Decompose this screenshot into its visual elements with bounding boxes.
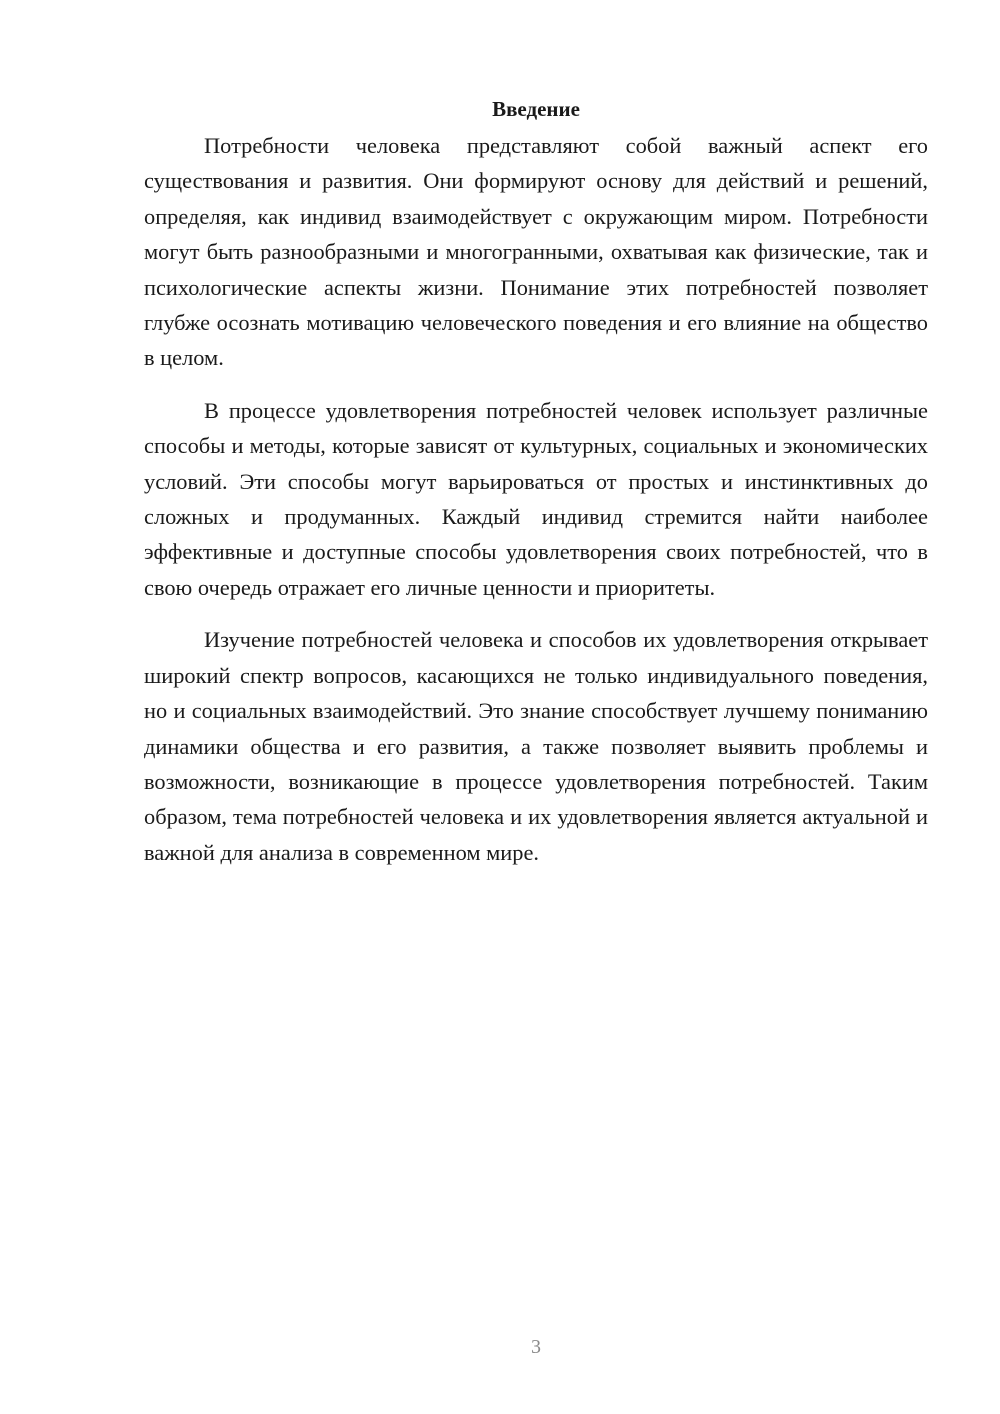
paragraph-3: Изучение потребностей человека и способов их удовлетворения открывает широкий спектр вопросов, касающихся не только индивидуального поведения, но и социальных взаимодействий. Это знание способствует лучшему пониманию динамики общества и его развития, а также позволяет выявить проблемы и возможности, возникающие в процессе удовлетворения потребностей. Таким образом, тема потребностей человека и их удовлетворения является актуальной и важной для анализа в современном мире. xyxy=(144,627,928,865)
paragraph-1: Потребности человека представляют собой важный аспект его существования и развития. Они формируют основу для действий и решений, определяя, как индивид взаимодействует с окружающим миром. Потребности могут быть разнообразными и многогранными, охватывая как физические, так и психологические аспекты жизни. Понимание этих потребностей позволяет глубже осознать мотивацию человеческого поведения и его влияние на общество в целом. xyxy=(144,133,928,371)
page-number: 3 xyxy=(531,1336,541,1358)
page-content xyxy=(144,92,928,887)
paragraph-2: В процессе удовлетворения потребностей человек использует различные способы и методы, которые зависят от культурных, социальных и экономических условий. Эти способы могут варьироваться от простых и инстинктивных до сложных и продуманных. Каждый индивид стремится найти наиболее эффективные и доступные способы удовлетворения своих потребностей, что в свою очередь отражает его личные ценности и приоритеты. xyxy=(144,397,928,600)
section-title: Введение xyxy=(492,97,580,121)
